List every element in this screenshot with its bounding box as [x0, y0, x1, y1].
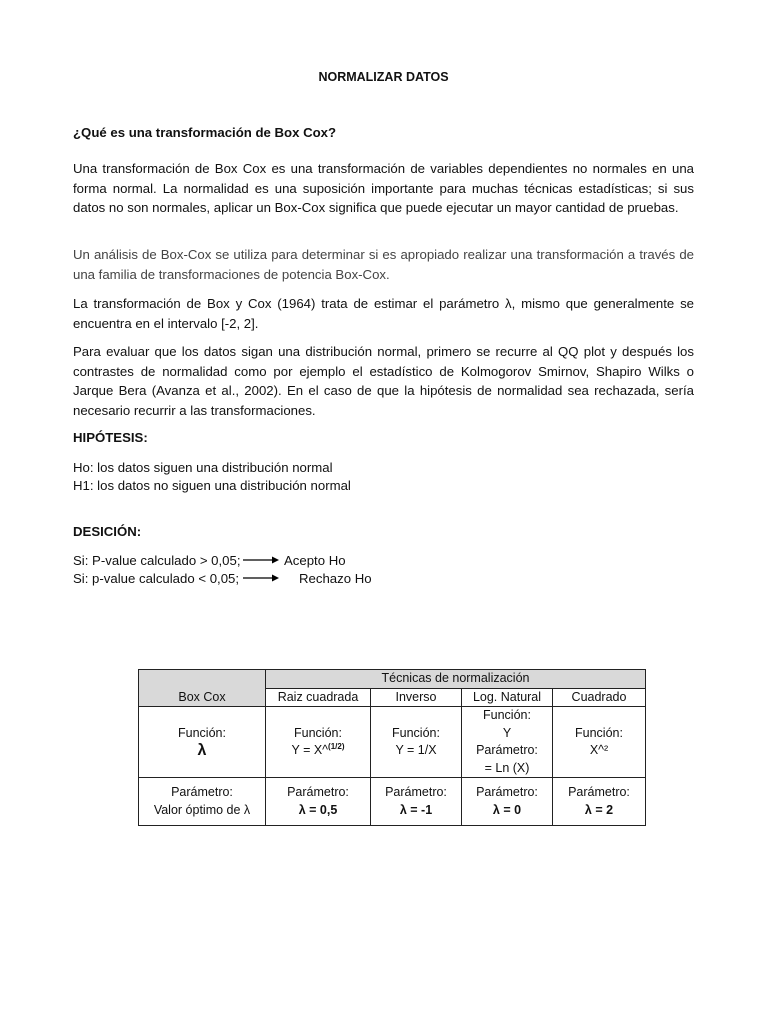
- cell-label: Parámetro:: [568, 785, 630, 799]
- cell-label: Parámetro:: [476, 785, 538, 799]
- cell-log-parametro: [462, 778, 553, 826]
- hypothesis-alternative: H1: los datos no siguen una distribución normal: [73, 478, 351, 493]
- cell-label: Función:: [294, 725, 342, 740]
- cell-label: Función:: [483, 708, 531, 722]
- section-question: ¿Qué es una transformación de Box Cox?: [73, 125, 337, 140]
- document-title: NORMALIZAR DATOS: [318, 70, 449, 84]
- cell-log-funcion: [462, 707, 553, 778]
- paragraph-definition: Una transformación de Box Cox es una transformación de variables dependientes no normales en una forma normal. La normalidad es una suposición importante para muchas técnicas estadísticas; si sus datos no son normales, aplicar un Box-Cox significa que puede ejecutar un mayor cantidad de pruebas.: [73, 161, 694, 215]
- cell-value: λ = -1: [399, 802, 433, 817]
- arrow-right-icon: [243, 555, 279, 565]
- cell-raiz-parametro: [266, 778, 371, 826]
- cell-param-label: Parámetro:: [476, 743, 538, 757]
- cell-cuadrado-parametro: [553, 778, 646, 826]
- cell-value: λ = 0: [492, 802, 522, 817]
- cell-value: λ = 2: [584, 802, 614, 817]
- paragraph-evaluation: Para evaluar que los datos sigan una distribución normal, primero se recurre al QQ plot y después los contrastes de normalidad como por ejemplo el estadístico de Kolmogorov Smirnov, Shapiro Wilks o Jarque Bera (Avanza et al., 2002). En el caso de que la hipótesis de normalidad sea rechazada, sería necesario recurrir a las transformaciones.: [73, 344, 694, 418]
- cell-inverso-parametro: [371, 778, 462, 826]
- cell-inverso-funcion: [371, 707, 462, 778]
- cell-raiz-funcion: [266, 707, 371, 778]
- cell-label: Función:: [575, 725, 623, 740]
- decision-result: Acepto Ho: [284, 553, 346, 568]
- table-group-header: Técnicas de normalización: [266, 670, 646, 689]
- formula-base: Y = X^: [291, 743, 329, 757]
- cell-formula: X^²: [589, 743, 609, 757]
- table-header-row: [139, 670, 646, 689]
- decision-row-accept: [73, 551, 473, 571]
- paragraph-analysis: Un análisis de Box-Cox se utiliza para determinar si es apropiado realizar una transformación a través de una familia de transformaciones de potencia Box-Cox.: [73, 247, 694, 282]
- table-row-funcion: [139, 707, 646, 778]
- column-header-log: Log. Natural: [462, 688, 553, 707]
- cell-label: Parámetro:: [171, 785, 233, 799]
- decision-result: Rechazo Ho: [299, 571, 372, 586]
- cell-formula: Y = 1/X: [395, 743, 437, 757]
- cell-formula: [270, 742, 366, 760]
- hypothesis-null: Ho: los datos siguen una distribución normal: [73, 460, 333, 475]
- column-header-inverso: Inverso: [371, 688, 462, 707]
- cell-formula: = Ln (X): [484, 760, 530, 775]
- box-cox-table: [138, 669, 646, 826]
- paragraph-lambda: La transformación de Box y Cox (1964) trata de estimar el parámetro λ, mismo que generalmente se encuentra en el intervalo [-2, 2].: [73, 296, 694, 331]
- cell-label: Parámetro:: [287, 785, 349, 799]
- decision-heading: DESICIÓN:: [73, 524, 142, 539]
- cell-label: Función:: [392, 725, 440, 740]
- table-corner-cell: Box Cox: [139, 670, 266, 707]
- cell-cuadrado-funcion: [553, 707, 646, 778]
- lambda-symbol: λ: [197, 742, 207, 759]
- column-header-raiz: Raiz cuadrada: [266, 688, 371, 707]
- decision-condition: Si: p-value calculado < 0,05;: [73, 571, 240, 586]
- cell-label: Parámetro:: [385, 785, 447, 799]
- decision-row-reject: [73, 569, 473, 589]
- arrow-right-icon: [243, 573, 279, 583]
- cell-value: λ = 0,5: [298, 802, 338, 817]
- decision-condition: Si: P-value calculado > 0,05;: [73, 553, 241, 568]
- cell-formula-y: Y: [502, 725, 512, 740]
- hypotheses-heading: HIPÓTESIS:: [73, 430, 148, 445]
- table-row-parametro: [139, 778, 646, 826]
- cell-sublabel: Valor óptimo de λ: [153, 802, 251, 817]
- formula-exponent: (1/2): [328, 741, 345, 751]
- column-header-cuadrado: Cuadrado: [553, 688, 646, 707]
- row-label-funcion: [139, 707, 266, 778]
- cell-label: Función:: [178, 725, 226, 740]
- row-label-parametro: [139, 778, 266, 826]
